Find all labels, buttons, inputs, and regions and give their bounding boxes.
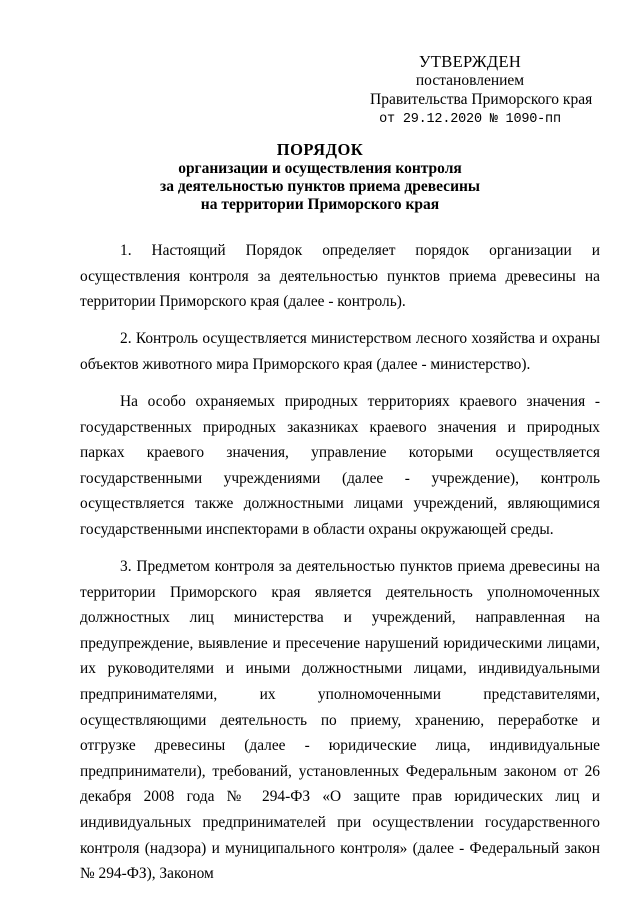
- heading-subtitle-1: организации и осуществления контроля: [178, 160, 462, 177]
- document-heading: [0, 141, 640, 214]
- heading-title: ПОРЯДОК: [276, 140, 364, 159]
- approval-stamp: [370, 52, 593, 129]
- approval-title: УТВЕРЖДЕН: [418, 52, 522, 71]
- heading-subtitle-2: за деятельностью пунктов приема древесины: [159, 178, 481, 195]
- approval-date: от 29.12.2020 № 1090-пп: [379, 112, 561, 127]
- paragraph-3: На особо охраняемых природных территориях краевого значения - государственных природных заказниках краевого значения и природных парках краевого значения, управление которыми осуществляется государственными учреждениями (далее - учреждение), контроль осуществляется также должностными лицами учреждений, являющимися государственными инспекторами в области охраны окружающей среды.: [80, 392, 600, 538]
- paragraph-4: 3. Предметом контроля за деятельностью пунктов приема древесины на территории Приморского края является деятельность уполномоченных должностных лиц министерства и учреждений, направленная на предупреждение, выявление и пресечение нарушений юридическими лицами, их руководителями и иными должностными лицами, индивидуальными предпринимателями, их уполномоченными представителями, осуществляющими деятельность по приему, хранению, переработке и отгрузке древесины (далее - юридические лица, индивидуальные предприниматели), требований, установленных Федеральным законом от 26 декабря 2008 года № 294-ФЗ «О защите прав юридических лиц и индивидуальных предпринимателей при осуществлении государственного контроля (надзора) и муниципального контроля» (далее - Федеральный закон № 294-ФЗ), Законом: [80, 558, 600, 883]
- heading-subtitle-3: на территории Приморского края: [200, 196, 440, 213]
- approval-line-2: Правительства Приморского края: [370, 91, 593, 108]
- paragraph-1: 1. Настоящий Порядок определяет порядок организации и осуществления контроля за деятельностью пунктов приема древесины на территории Приморского края (далее - контроль).: [80, 242, 600, 311]
- approval-line-1: постановлением: [415, 72, 525, 89]
- document-body: [80, 238, 600, 887]
- paragraph-2: 2. Контроль осуществляется министерством лесного хозяйства и охраны объектов животного мира Приморского края (далее - министерство).: [80, 330, 600, 373]
